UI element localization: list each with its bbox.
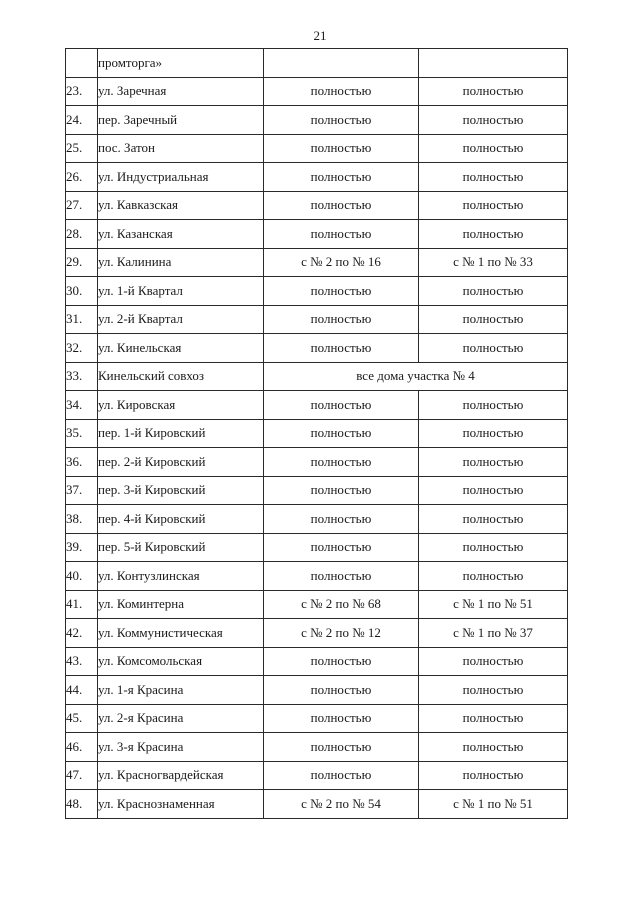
table-row bbox=[66, 562, 568, 591]
odd-side-cell: полностью bbox=[419, 505, 568, 534]
table-row bbox=[66, 106, 568, 135]
row-number-cell: 39. bbox=[66, 533, 98, 562]
street-name-cell: ул. Калинина bbox=[98, 248, 264, 277]
odd-side-cell: полностью bbox=[419, 305, 568, 334]
row-number-cell: 33. bbox=[66, 362, 98, 391]
odd-side-cell: полностью bbox=[419, 448, 568, 477]
street-name-cell: ул. Кавказская bbox=[98, 191, 264, 220]
odd-side-cell: полностью bbox=[419, 134, 568, 163]
row-number-cell: 25. bbox=[66, 134, 98, 163]
street-name-cell: пер. 1-й Кировский bbox=[98, 419, 264, 448]
odd-side-cell: полностью bbox=[419, 676, 568, 705]
street-name-cell: ул. Красногвардейская bbox=[98, 761, 264, 790]
row-number-cell: 31. bbox=[66, 305, 98, 334]
row-number-cell: 42. bbox=[66, 619, 98, 648]
row-number-cell: 35. bbox=[66, 419, 98, 448]
even-side-cell: полностью bbox=[264, 391, 419, 420]
row-number-cell: 32. bbox=[66, 334, 98, 363]
table-row bbox=[66, 448, 568, 477]
odd-side-cell: полностью bbox=[419, 106, 568, 135]
row-number-cell: 44. bbox=[66, 676, 98, 705]
odd-side-cell: полностью bbox=[419, 533, 568, 562]
street-name-cell: ул. Казанская bbox=[98, 220, 264, 249]
even-side-cell: полностью bbox=[264, 334, 419, 363]
odd-side-cell: полностью bbox=[419, 77, 568, 106]
table-row bbox=[66, 505, 568, 534]
all-houses-cell: все дома участка № 4 bbox=[264, 362, 568, 391]
even-side-cell: полностью bbox=[264, 419, 419, 448]
odd-side-cell: полностью bbox=[419, 647, 568, 676]
row-number-cell bbox=[66, 49, 98, 78]
odd-side-cell: полностью bbox=[419, 733, 568, 762]
odd-side-cell: полностью bbox=[419, 562, 568, 591]
table-row bbox=[66, 733, 568, 762]
street-name-cell: ул. Кинельская bbox=[98, 334, 264, 363]
street-name-cell: пер. 3-й Кировский bbox=[98, 476, 264, 505]
row-number-cell: 27. bbox=[66, 191, 98, 220]
even-side-cell: с № 2 по № 68 bbox=[264, 590, 419, 619]
row-number-cell: 36. bbox=[66, 448, 98, 477]
street-name-cell: Кинельский совхоз bbox=[98, 362, 264, 391]
row-number-cell: 24. bbox=[66, 106, 98, 135]
street-name-cell: ул. 2-я Красина bbox=[98, 704, 264, 733]
table-row bbox=[66, 619, 568, 648]
even-side-cell: полностью bbox=[264, 448, 419, 477]
even-side-cell: полностью bbox=[264, 134, 419, 163]
even-side-cell: с № 2 по № 16 bbox=[264, 248, 419, 277]
odd-side-cell: полностью bbox=[419, 220, 568, 249]
even-side-cell: полностью bbox=[264, 505, 419, 534]
odd-side-cell: полностью bbox=[419, 191, 568, 220]
street-name-cell: промторга» bbox=[98, 49, 264, 78]
street-name-cell: ул. Кировская bbox=[98, 391, 264, 420]
street-name-cell: пер. Заречный bbox=[98, 106, 264, 135]
even-side-cell: полностью bbox=[264, 476, 419, 505]
odd-side-cell: полностью bbox=[419, 761, 568, 790]
table-row bbox=[66, 647, 568, 676]
streets-table-body bbox=[66, 49, 568, 819]
table-row bbox=[66, 248, 568, 277]
street-name-cell: пер. 2-й Кировский bbox=[98, 448, 264, 477]
street-name-cell: пер. 4-й Кировский bbox=[98, 505, 264, 534]
table-row bbox=[66, 305, 568, 334]
odd-side-cell: с № 1 по № 33 bbox=[419, 248, 568, 277]
even-side-cell: полностью bbox=[264, 163, 419, 192]
even-side-cell: полностью bbox=[264, 220, 419, 249]
table-row bbox=[66, 533, 568, 562]
even-side-cell: полностью bbox=[264, 676, 419, 705]
table-row bbox=[66, 790, 568, 819]
row-number-cell: 23. bbox=[66, 77, 98, 106]
odd-side-cell: полностью bbox=[419, 277, 568, 306]
table-row bbox=[66, 676, 568, 705]
street-name-cell: ул. Контузлинская bbox=[98, 562, 264, 591]
street-name-cell: ул. Заречная bbox=[98, 77, 264, 106]
street-name-cell: ул. Краснознаменная bbox=[98, 790, 264, 819]
row-number-cell: 29. bbox=[66, 248, 98, 277]
street-name-cell: пер. 5-й Кировский bbox=[98, 533, 264, 562]
odd-side-cell: полностью bbox=[419, 391, 568, 420]
street-name-cell: ул. Индустриальная bbox=[98, 163, 264, 192]
odd-side-cell: полностью bbox=[419, 704, 568, 733]
table-row bbox=[66, 704, 568, 733]
row-number-cell: 34. bbox=[66, 391, 98, 420]
even-side-cell: с № 2 по № 54 bbox=[264, 790, 419, 819]
odd-side-cell: полностью bbox=[419, 163, 568, 192]
even-side-cell: полностью bbox=[264, 562, 419, 591]
table-row bbox=[66, 419, 568, 448]
page-number: 21 bbox=[313, 28, 327, 43]
table-row bbox=[66, 191, 568, 220]
row-number-cell: 47. bbox=[66, 761, 98, 790]
even-side-cell: полностью bbox=[264, 191, 419, 220]
row-number-cell: 46. bbox=[66, 733, 98, 762]
odd-side-cell: с № 1 по № 51 bbox=[419, 790, 568, 819]
odd-side-cell: полностью bbox=[419, 476, 568, 505]
street-name-cell: ул. 2-й Квартал bbox=[98, 305, 264, 334]
table-row bbox=[66, 49, 568, 78]
table-row bbox=[66, 334, 568, 363]
even-side-cell: полностью bbox=[264, 77, 419, 106]
street-name-cell: пос. Затон bbox=[98, 134, 264, 163]
table-row bbox=[66, 77, 568, 106]
street-name-cell: ул. 1-я Красина bbox=[98, 676, 264, 705]
table-row bbox=[66, 163, 568, 192]
row-number-cell: 45. bbox=[66, 704, 98, 733]
even-side-cell: полностью bbox=[264, 761, 419, 790]
even-side-cell: с № 2 по № 12 bbox=[264, 619, 419, 648]
streets-table bbox=[65, 48, 568, 819]
street-name-cell: ул. 1-й Квартал bbox=[98, 277, 264, 306]
row-number-cell: 40. bbox=[66, 562, 98, 591]
street-name-cell: ул. Комсомольская bbox=[98, 647, 264, 676]
table-row bbox=[66, 761, 568, 790]
row-number-cell: 48. bbox=[66, 790, 98, 819]
odd-side-cell: полностью bbox=[419, 419, 568, 448]
odd-side-cell bbox=[419, 49, 568, 78]
street-name-cell: ул. Коминтерна bbox=[98, 590, 264, 619]
table-row bbox=[66, 362, 568, 391]
table-row bbox=[66, 277, 568, 306]
row-number-cell: 38. bbox=[66, 505, 98, 534]
even-side-cell: полностью bbox=[264, 704, 419, 733]
row-number-cell: 26. bbox=[66, 163, 98, 192]
odd-side-cell: с № 1 по № 51 bbox=[419, 590, 568, 619]
row-number-cell: 28. bbox=[66, 220, 98, 249]
street-name-cell: ул. 3-я Красина bbox=[98, 733, 264, 762]
even-side-cell: полностью bbox=[264, 106, 419, 135]
even-side-cell: полностью bbox=[264, 647, 419, 676]
table-row bbox=[66, 391, 568, 420]
odd-side-cell: с № 1 по № 37 bbox=[419, 619, 568, 648]
row-number-cell: 43. bbox=[66, 647, 98, 676]
even-side-cell: полностью bbox=[264, 305, 419, 334]
even-side-cell bbox=[264, 49, 419, 78]
table-row bbox=[66, 134, 568, 163]
even-side-cell: полностью bbox=[264, 733, 419, 762]
even-side-cell: полностью bbox=[264, 277, 419, 306]
table-row bbox=[66, 590, 568, 619]
row-number-cell: 41. bbox=[66, 590, 98, 619]
table-row bbox=[66, 476, 568, 505]
table-row bbox=[66, 220, 568, 249]
row-number-cell: 37. bbox=[66, 476, 98, 505]
row-number-cell: 30. bbox=[66, 277, 98, 306]
odd-side-cell: полностью bbox=[419, 334, 568, 363]
street-name-cell: ул. Коммунистическая bbox=[98, 619, 264, 648]
even-side-cell: полностью bbox=[264, 533, 419, 562]
